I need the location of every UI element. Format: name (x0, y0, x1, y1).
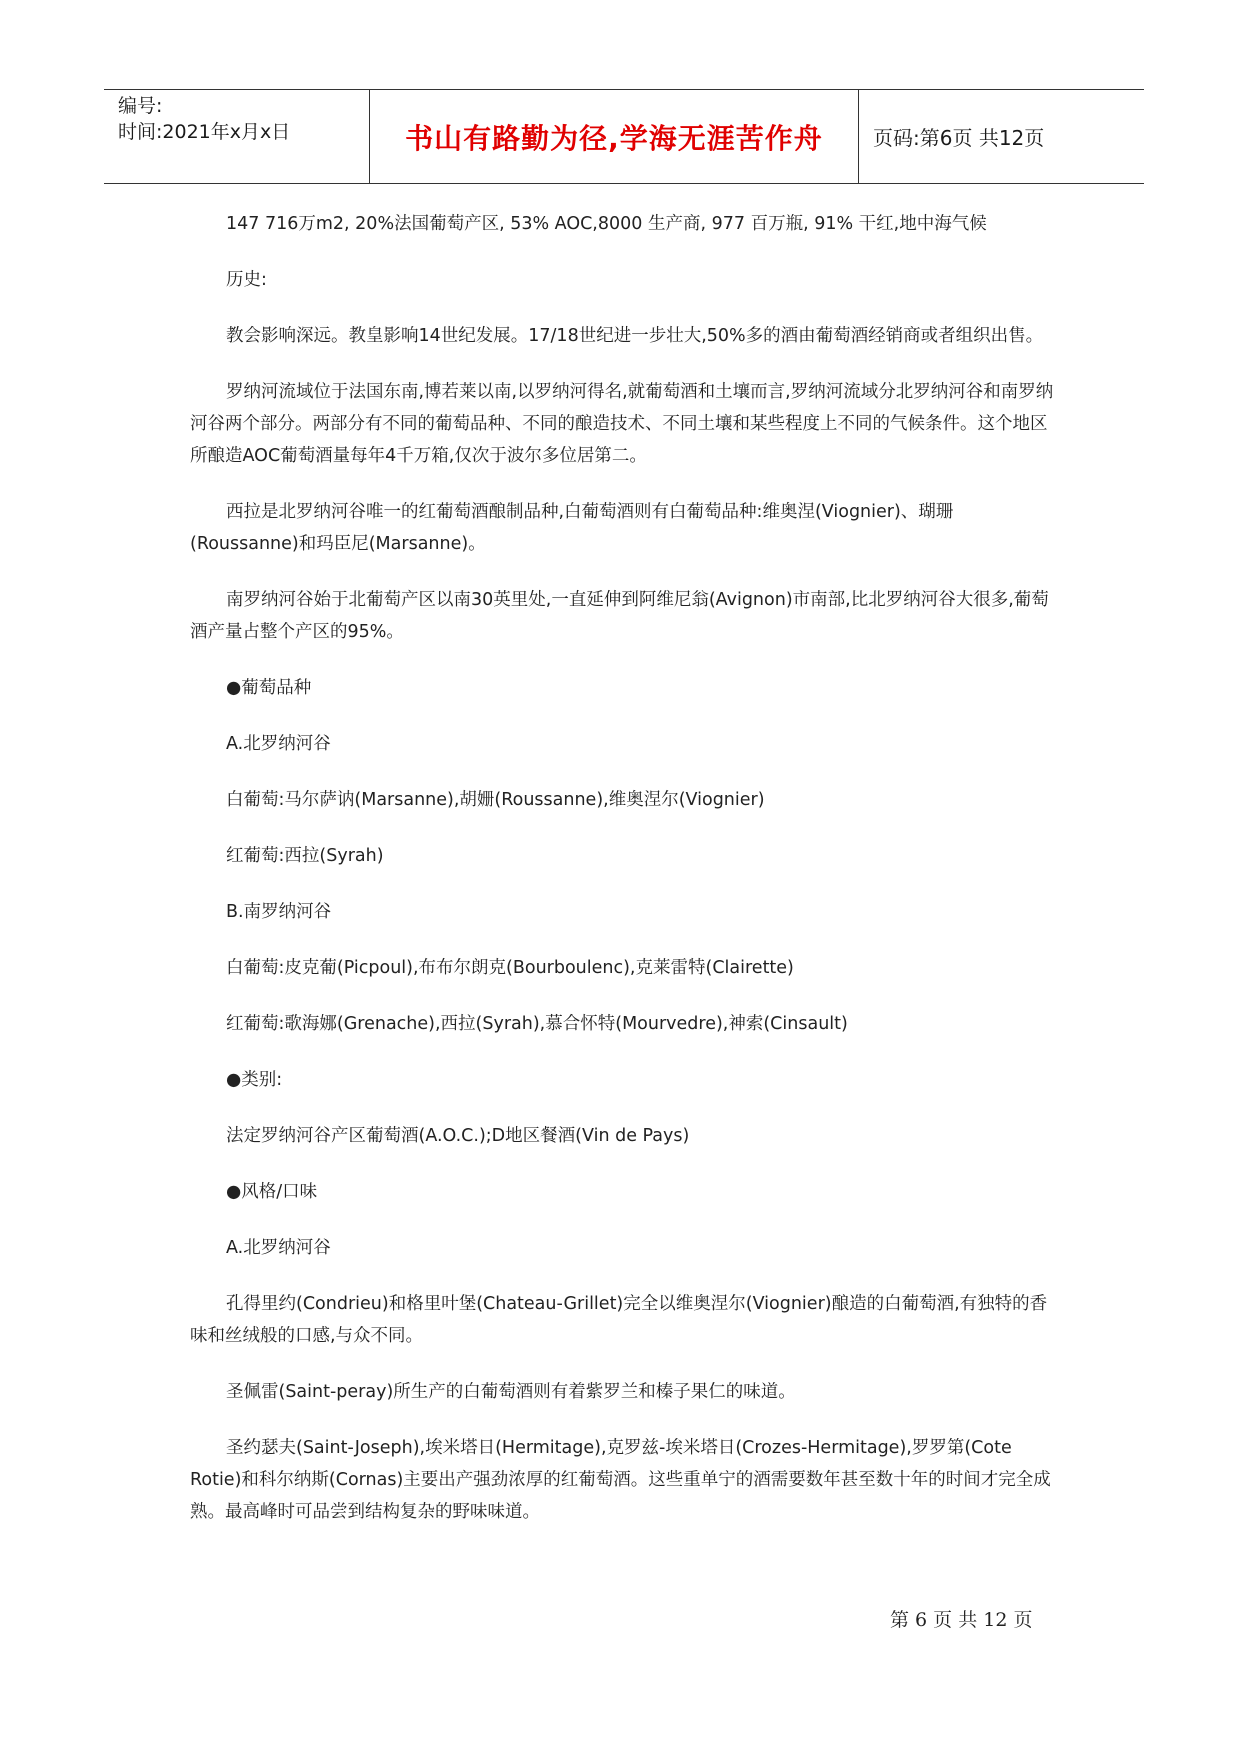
header-page-label: 页码:第6页 共12页 (873, 126, 1045, 150)
paragraph: 白葡萄:皮克葡(Picpoul),布布尔朗克(Bourboulenc),克莱雷特(Clairette) (226, 958, 794, 978)
page-footer: 第 6 页 共 12 页 (890, 1609, 1033, 1631)
number-label: 编号: (118, 95, 163, 117)
paragraph: 法定罗纳河谷产区葡萄酒(A.O.C.);D地区餐酒(Vin de Pays) (226, 1126, 690, 1146)
paragraph: 罗纳河流域位于法国东南,博若莱以南,以罗纳河得名,就葡萄酒和土壤而言,罗纳河流域分北罗纳河谷和南罗纳河谷两个部分。两部分有不同的葡萄品种、不同的酿造技术、不同土壤和某些程度上不同的气候条件。这个地区所酿造AOC葡萄酒量每年4千万箱,仅次于波尔多位居第二。 (190, 382, 1054, 466)
section-heading: ●葡萄品种 (226, 678, 312, 698)
paragraph: 红葡萄:歌海娜(Grenache),西拉(Syrah),慕合怀特(Mourvedre),神索(Cinsault) (226, 1014, 848, 1034)
paragraph: 教会影响深远。教皇影响14世纪发展。17/18世纪进一步壮大,50%多的酒由葡萄酒经销商或者组织出售。 (226, 326, 1044, 346)
section-heading: ●类别: (226, 1070, 283, 1090)
paragraph: 圣佩雷(Saint-peray)所生产的白葡萄酒则有着紫罗兰和榛子果仁的味道。 (226, 1382, 796, 1402)
section-heading: ●风格/口味 (226, 1182, 318, 1202)
paragraph: 圣约瑟夫(Saint-Joseph),埃米塔日(Hermitage),克罗兹-埃米塔日(Crozes-Hermitage),罗罗第(Cote Rotie)和科尔纳斯(Cornas)主要出产强劲浓厚的红葡萄酒。这些重单宁的酒需要数年甚至数十年的时间才完全成熟。最高峰时可品尝到结构复杂的野味味道。 (190, 1438, 1051, 1522)
subsection-heading: A.北罗纳河谷 (226, 1238, 331, 1258)
paragraph: 白葡萄:马尔萨讷(Marsanne),胡姗(Roussanne),维奥涅尔(Viognier) (226, 790, 765, 810)
paragraph: 历史: (226, 270, 267, 290)
paragraph: 红葡萄:西拉(Syrah) (226, 846, 384, 866)
time-label: 时间:2021年x月x日 (118, 121, 291, 143)
subsection-heading: A.北罗纳河谷 (226, 734, 331, 754)
paragraph: 西拉是北罗纳河谷唯一的红葡萄酒酿制品种,白葡萄酒则有白葡萄品种:维奥涅(Viognier)、瑚珊(Roussanne)和玛臣尼(Marsanne)。 (190, 502, 954, 554)
paragraph: 孔得里约(Condrieu)和格里叶堡(Chateau-Grillet)完全以维奥涅尔(Viognier)酿造的白葡萄酒,有独特的香味和丝绒般的口感,与众不同。 (190, 1294, 1048, 1346)
document-body (190, 208, 1062, 1552)
header-motto: 书山有路勤为径,学海无涯苦作舟 (370, 90, 859, 183)
paragraph: 南罗纳河谷始于北葡萄产区以南30英里处,一直延伸到阿维尼翁(Avignon)市南部,比北罗纳河谷大很多,葡萄酒产量占整个产区的95%。 (190, 590, 1049, 642)
header-info-cell (104, 90, 370, 183)
document-header (104, 89, 1144, 184)
paragraph: 147 716万m2, 20%法国葡萄产区, 53% AOC,8000 生产商, 977 百万瓶, 91% 干红,地中海气候 (226, 214, 987, 234)
subsection-heading: B.南罗纳河谷 (226, 902, 332, 922)
